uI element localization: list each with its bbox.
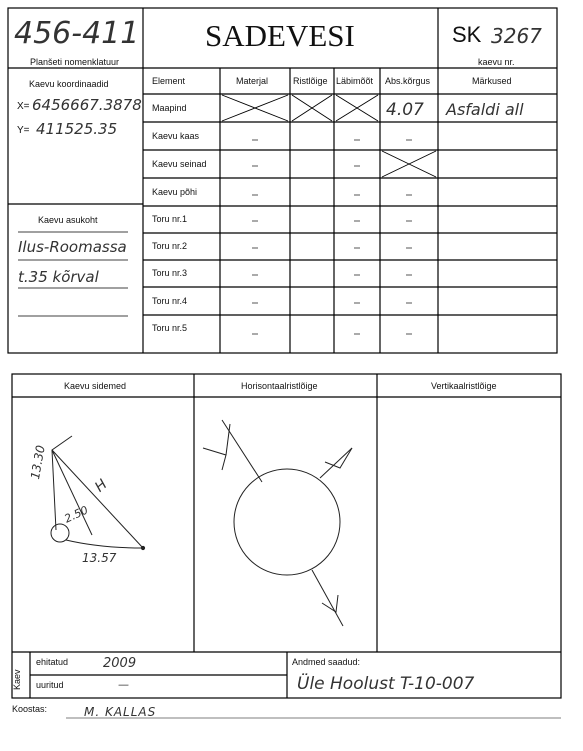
tie-distance-2: 2.50 — [62, 503, 91, 526]
y-value: 411525.35 — [36, 120, 118, 138]
row-label: Toru nr.1 — [152, 214, 188, 224]
ground-remark: Asfaldi all — [446, 100, 524, 119]
author-label: Koostas: — [12, 704, 48, 714]
header-cross-section: Ristlõige — [293, 76, 328, 86]
x-label: X= — [17, 101, 30, 112]
plansheet-label: Planšeti nomenklatuur — [30, 57, 120, 67]
ties-sketch — [51, 436, 145, 550]
ties-header: Kaevu sidemed — [64, 381, 127, 391]
y-label: Y= — [17, 125, 30, 136]
coordinates-header: Kaevu koordinaadid — [29, 79, 109, 89]
source-label: Andmed saadud: — [292, 657, 361, 667]
header-diameter: Läbimõõt — [336, 76, 374, 86]
row-label: Toru nr.5 — [152, 323, 188, 333]
row-label: Kaevu seinad — [152, 159, 207, 169]
location-header: Kaevu asukoht — [38, 215, 98, 225]
plansheet-number: 456-411 — [14, 16, 140, 51]
vertical-header: Vertikaalristlõige — [431, 381, 497, 391]
author-value: M. KALLAS — [84, 705, 157, 719]
ground-abs-height: 4.07 — [386, 100, 424, 120]
page-title: SADEVESI — [205, 18, 355, 53]
row-label: Maapind — [152, 103, 187, 113]
row-label: Toru nr.2 — [152, 241, 188, 251]
header-material: Materjal — [236, 76, 269, 86]
x-value: 6456667.3878 — [32, 96, 142, 114]
built-label: ehitatud — [36, 657, 69, 667]
tie-mark: H — [92, 476, 111, 496]
location-line-2: t.35 kõrval — [18, 268, 99, 286]
side-label: Kaev — [12, 669, 22, 690]
row-label: Kaevu põhi — [152, 187, 198, 197]
well-number-label: kaevu nr. — [478, 57, 515, 67]
well-number: 3267 — [491, 24, 542, 48]
row-label: Toru nr.4 — [152, 296, 188, 306]
built-value: 2009 — [103, 656, 137, 671]
header-remarks: Märkused — [472, 76, 512, 86]
header-abs-height: Abs.kõrgus — [385, 76, 431, 86]
header-element: Element — [152, 76, 186, 86]
examined-value: — — [118, 678, 129, 691]
location-line-1: Ilus-Roomassa — [18, 238, 127, 256]
tie-distance-1: 13.30 — [28, 444, 48, 481]
horizontal-section-drawing — [203, 420, 352, 626]
examined-label: uuritud — [36, 680, 64, 690]
source-value: Üle Hoolust T-10-007 — [297, 674, 475, 694]
row-label: Toru nr.3 — [152, 268, 188, 278]
tie-distance-3: 13.57 — [82, 551, 117, 565]
horizontal-header: Horisontaalristlõige — [241, 381, 318, 391]
row-label: Kaevu kaas — [152, 131, 200, 141]
well-prefix: SK — [452, 22, 482, 47]
